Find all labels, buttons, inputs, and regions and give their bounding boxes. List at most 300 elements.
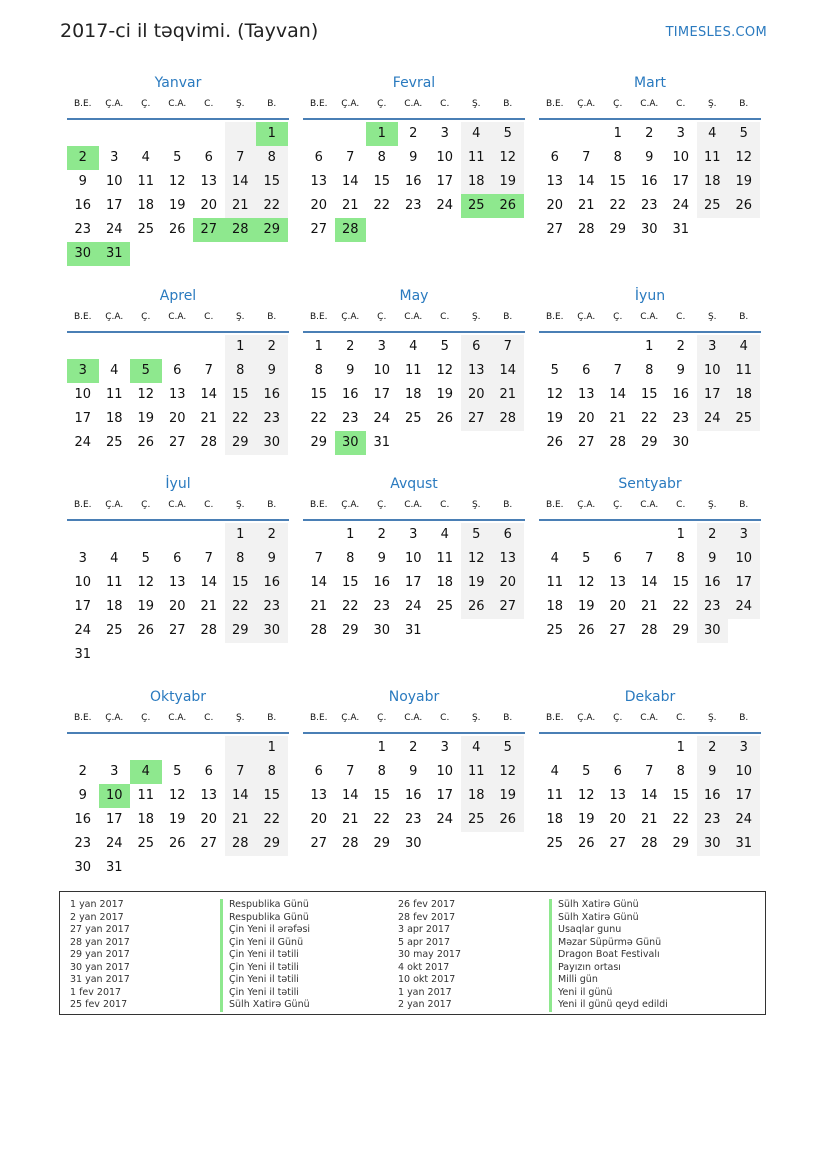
day-cell: 24 <box>373 411 391 426</box>
day-cell: 13 <box>461 359 493 383</box>
day-cell: 27 <box>492 595 524 619</box>
day-cell: 26 <box>492 808 524 832</box>
day-cell: 28 <box>640 836 658 851</box>
weekday-label: Ç.A. <box>105 713 124 723</box>
empty-cell <box>130 122 162 146</box>
day-cell: 27 <box>609 836 627 851</box>
day-cell: 20 <box>168 411 186 426</box>
day-cell: 9 <box>697 760 729 784</box>
day-cell: 20 <box>200 198 218 213</box>
weekday-label: B.E. <box>73 500 92 510</box>
day-cell: 5 <box>492 736 524 760</box>
day-cell: 19 <box>137 411 155 426</box>
empty-cell <box>99 335 131 359</box>
day-cell: 22 <box>256 194 288 218</box>
weekday-label: Ç. <box>141 713 151 723</box>
day-cell: 8 <box>676 764 685 779</box>
day-cell: 5 <box>173 764 182 779</box>
day-cell: 21 <box>341 812 359 827</box>
day-cell: 3 <box>728 523 760 547</box>
day-cell: 29 <box>225 431 257 455</box>
day-cell: 19 <box>728 170 760 194</box>
weekday-header <box>539 495 761 521</box>
brand-link[interactable]: TIMESLES.COM <box>665 25 767 40</box>
legend-holiday-name: Məzar Süpürmə Günü <box>549 937 661 950</box>
weekday-label: C. <box>440 99 450 109</box>
days-grid <box>539 523 761 643</box>
day-cell: 27 <box>577 435 595 450</box>
day-cell: 20 <box>577 411 595 426</box>
day-cell: 14 <box>200 575 218 590</box>
day-cell: 11 <box>137 174 155 189</box>
day-cell: 2 <box>346 339 355 354</box>
empty-cell <box>571 523 603 547</box>
empty-cell <box>634 523 666 547</box>
day-cell: 21 <box>225 808 257 832</box>
day-cell: 28 <box>609 435 627 450</box>
days-grid <box>303 523 525 643</box>
day-cell: 9 <box>409 764 418 779</box>
legend-date: 1 fev 2017 <box>70 986 122 998</box>
weekday-label: Ç. <box>613 99 623 109</box>
day-cell: 15 <box>225 571 257 595</box>
weekday-label: Ş. <box>235 99 245 109</box>
day-cell: 18 <box>137 812 155 827</box>
day-cell: 24 <box>436 198 454 213</box>
legend-holiday-name: Çin Yeni il ərəfəsi <box>220 924 310 937</box>
month-name: Sentyabr <box>618 476 682 492</box>
day-cell: 19 <box>168 198 186 213</box>
weekday-label: C. <box>440 500 450 510</box>
day-cell: 7 <box>492 335 524 359</box>
day-cell: 10 <box>74 575 92 590</box>
day-cell: 11 <box>461 146 493 170</box>
weekday-label: C.A. <box>168 500 187 510</box>
day-cell: 29 <box>341 623 359 638</box>
day-cell: 29 <box>609 222 627 237</box>
day-cell: 10 <box>105 174 123 189</box>
day-cell: 16 <box>373 575 391 590</box>
day-cell: 23 <box>341 411 359 426</box>
empty-cell <box>67 335 99 359</box>
empty-cell <box>162 736 194 760</box>
day-cell: 3 <box>440 126 449 141</box>
day-cell: 11 <box>697 146 729 170</box>
day-cell: 22 <box>310 411 328 426</box>
day-cell: 18 <box>436 575 454 590</box>
day-cell: 12 <box>137 575 155 590</box>
empty-cell <box>571 122 603 146</box>
day-cell: 12 <box>492 760 524 784</box>
days-grid <box>67 335 289 455</box>
legend-date: 5 apr 2017 <box>398 936 451 948</box>
weekday-header <box>67 708 289 734</box>
day-cell: 30 <box>640 222 658 237</box>
day-cell: 21 <box>492 383 524 407</box>
legend-holiday-name: Yeni il günü qeyd edildi <box>549 999 668 1012</box>
day-cell: 4 <box>461 736 493 760</box>
empty-cell <box>602 335 634 359</box>
day-cell: 9 <box>697 547 729 571</box>
weekday-label: Ç. <box>377 500 387 510</box>
day-cell: 3 <box>440 740 449 755</box>
legend-date: 31 yan 2017 <box>70 974 130 985</box>
day-cell: 4 <box>141 150 150 165</box>
day-cell: 11 <box>105 575 123 590</box>
days-grid <box>303 736 525 856</box>
month-name: May <box>399 288 429 304</box>
day-cell: 17 <box>436 174 454 189</box>
day-cell: 5 <box>582 764 591 779</box>
legend-holiday-name: Çin Yeni il tətili <box>220 974 299 987</box>
day-cell: 10 <box>728 760 760 784</box>
day-cell: 14 <box>577 174 595 189</box>
day-cell: 29 <box>256 832 288 856</box>
day-cell: 8 <box>377 150 386 165</box>
weekday-label: B.E. <box>545 500 564 510</box>
legend-holiday-name: Çin Yeni il Günü <box>220 937 303 950</box>
day-cell: 23 <box>404 812 422 827</box>
weekday-label: B. <box>503 713 513 723</box>
empty-cell <box>67 523 99 547</box>
day-cell: 15 <box>310 387 328 402</box>
empty-cell <box>193 335 225 359</box>
day-cell: 19 <box>436 387 454 402</box>
day-cell: 20 <box>461 383 493 407</box>
weekday-label: B. <box>739 312 749 322</box>
weekday-label: B. <box>739 500 749 510</box>
day-cell: 7 <box>225 760 257 784</box>
day-cell: 25 <box>137 836 155 851</box>
day-cell: 14 <box>492 359 524 383</box>
day-cell: 24 <box>404 599 422 614</box>
month-name: İyun <box>634 288 666 304</box>
day-cell: 18 <box>546 812 564 827</box>
holiday-day-cell: 4 <box>130 760 162 784</box>
day-cell: 8 <box>613 150 622 165</box>
day-cell: 13 <box>577 387 595 402</box>
month-noyabr <box>303 686 525 856</box>
day-cell: 26 <box>436 411 454 426</box>
day-cell: 25 <box>436 599 454 614</box>
day-cell: 16 <box>640 174 658 189</box>
weekday-label: B.E. <box>545 312 564 322</box>
day-cell: 7 <box>204 551 213 566</box>
day-cell: 21 <box>640 599 658 614</box>
day-cell: 4 <box>440 527 449 542</box>
month-name: Yanvar <box>154 75 202 91</box>
day-cell: 10 <box>436 150 454 165</box>
day-cell: 16 <box>697 571 729 595</box>
day-cell: 29 <box>373 836 391 851</box>
weekday-label: Ç.A. <box>577 99 596 109</box>
day-cell: 7 <box>204 363 213 378</box>
legend-date: 4 okt 2017 <box>398 961 450 973</box>
day-cell: 10 <box>373 363 391 378</box>
legend-holiday-name: Sülh Xatirə Günü <box>549 912 639 925</box>
day-cell: 17 <box>74 411 92 426</box>
legend-date: 28 yan 2017 <box>70 936 130 948</box>
holiday-day-cell: 31 <box>99 242 131 266</box>
day-cell: 4 <box>697 122 729 146</box>
weekday-label: B.E. <box>545 713 564 723</box>
day-cell: 28 <box>200 435 218 450</box>
weekday-label: Ç. <box>377 713 387 723</box>
day-cell: 12 <box>137 387 155 402</box>
weekday-label: C. <box>204 713 214 723</box>
day-cell: 2 <box>78 764 87 779</box>
days-grid <box>539 736 761 856</box>
days-grid <box>303 122 525 242</box>
empty-cell <box>335 122 367 146</box>
day-cell: 25 <box>728 407 760 431</box>
day-cell: 4 <box>409 339 418 354</box>
day-cell: 3 <box>110 150 119 165</box>
weekday-label: Ç.A. <box>577 312 596 322</box>
day-cell: 15 <box>256 784 288 808</box>
month-dekabr <box>539 686 761 856</box>
day-cell: 30 <box>373 623 391 638</box>
day-cell: 15 <box>672 575 690 590</box>
weekday-label: Ş. <box>471 99 481 109</box>
empty-cell <box>67 736 99 760</box>
day-cell: 8 <box>256 146 288 170</box>
day-cell: 20 <box>609 812 627 827</box>
day-cell: 10 <box>672 150 690 165</box>
day-cell: 25 <box>137 222 155 237</box>
weekday-label: B.E. <box>545 99 564 109</box>
empty-cell <box>99 523 131 547</box>
days-grid <box>67 736 289 880</box>
day-cell: 13 <box>168 575 186 590</box>
day-cell: 26 <box>728 194 760 218</box>
month-name: Noyabr <box>388 689 440 705</box>
day-cell: 3 <box>409 527 418 542</box>
day-cell: 6 <box>204 150 213 165</box>
day-cell: 30 <box>404 836 422 851</box>
day-cell: 4 <box>550 764 559 779</box>
day-cell: 1 <box>256 736 288 760</box>
month-name: Dekabr <box>624 689 676 705</box>
day-cell: 25 <box>404 411 422 426</box>
day-cell: 29 <box>310 435 328 450</box>
month-oktyabr <box>67 686 289 880</box>
day-cell: 2 <box>676 339 685 354</box>
day-cell: 18 <box>461 170 493 194</box>
legend-date: 1 yan 2017 <box>70 899 124 910</box>
day-cell: 7 <box>225 146 257 170</box>
weekday-label: Ç.A. <box>341 713 360 723</box>
day-cell: 8 <box>225 359 257 383</box>
weekday-label: Ş. <box>707 500 717 510</box>
weekday-label: C. <box>676 99 686 109</box>
weekday-label: Ç.A. <box>577 500 596 510</box>
empty-cell <box>99 736 131 760</box>
day-cell: 28 <box>310 623 328 638</box>
weekday-label: B. <box>503 500 513 510</box>
day-cell: 17 <box>105 812 123 827</box>
empty-cell <box>602 736 634 760</box>
day-cell: 18 <box>728 383 760 407</box>
day-cell: 27 <box>310 836 328 851</box>
weekday-label: Ç. <box>141 500 151 510</box>
weekday-header <box>539 708 761 734</box>
day-cell: 24 <box>105 222 123 237</box>
day-cell: 1 <box>676 527 685 542</box>
day-cell: 29 <box>672 623 690 638</box>
day-cell: 4 <box>110 363 119 378</box>
weekday-label: Ç. <box>141 99 151 109</box>
day-cell: 8 <box>377 764 386 779</box>
day-cell: 22 <box>672 812 690 827</box>
day-cell: 1 <box>225 523 257 547</box>
day-cell: 4 <box>110 551 119 566</box>
legend-holiday-name: Sülh Xatirə Günü <box>220 999 310 1012</box>
month-sentyabr <box>539 473 761 643</box>
day-cell: 6 <box>613 551 622 566</box>
empty-cell <box>571 736 603 760</box>
legend-date: 26 fev 2017 <box>398 899 456 910</box>
day-cell: 25 <box>697 194 729 218</box>
day-cell: 12 <box>168 174 186 189</box>
empty-cell <box>193 122 225 146</box>
empty-cell <box>539 335 571 359</box>
day-cell: 11 <box>105 387 123 402</box>
days-grid <box>539 335 761 455</box>
day-cell: 31 <box>728 832 760 856</box>
day-cell: 6 <box>582 363 591 378</box>
month-yanvar <box>67 72 289 266</box>
day-cell: 5 <box>173 150 182 165</box>
weekday-label: C.A. <box>168 713 187 723</box>
legend-date: 30 may 2017 <box>398 949 462 960</box>
day-cell: 6 <box>492 523 524 547</box>
day-cell: 26 <box>168 836 186 851</box>
legend-holiday-name: Çin Yeni il tətili <box>220 962 299 975</box>
day-cell: 20 <box>492 571 524 595</box>
weekday-label: Ş. <box>471 312 481 322</box>
day-cell: 23 <box>74 222 92 237</box>
weekday-label: Ş. <box>707 713 717 723</box>
day-cell: 27 <box>546 222 564 237</box>
day-cell: 31 <box>672 222 690 237</box>
weekday-header <box>303 495 525 521</box>
day-cell: 29 <box>672 836 690 851</box>
holiday-day-cell: 3 <box>67 359 99 383</box>
day-cell: 4 <box>550 551 559 566</box>
empty-cell <box>162 122 194 146</box>
day-cell: 8 <box>256 760 288 784</box>
holiday-day-cell: 5 <box>130 359 162 383</box>
day-cell: 6 <box>173 363 182 378</box>
holiday-day-cell: 26 <box>492 194 524 218</box>
weekday-label: Ç.A. <box>105 312 124 322</box>
weekday-label: B. <box>503 99 513 109</box>
weekday-label: Ş. <box>235 500 245 510</box>
day-cell: 10 <box>404 551 422 566</box>
month-fevral <box>303 72 525 242</box>
day-cell: 18 <box>105 599 123 614</box>
legend-date: 25 fev 2017 <box>70 999 128 1010</box>
holiday-day-cell: 1 <box>256 122 288 146</box>
day-cell: 27 <box>461 407 493 431</box>
month-mart <box>539 72 761 242</box>
day-cell: 14 <box>225 784 257 808</box>
month-i̇yul <box>67 473 289 667</box>
day-cell: 7 <box>582 150 591 165</box>
weekday-header <box>539 94 761 120</box>
day-cell: 5 <box>550 363 559 378</box>
day-cell: 19 <box>168 812 186 827</box>
day-cell: 24 <box>728 808 760 832</box>
day-cell: 30 <box>697 619 729 643</box>
day-cell: 11 <box>546 788 564 803</box>
day-cell: 22 <box>672 599 690 614</box>
weekday-label: B. <box>267 99 277 109</box>
day-cell: 18 <box>461 784 493 808</box>
day-cell: 15 <box>373 174 391 189</box>
day-cell: 5 <box>582 551 591 566</box>
empty-cell <box>193 523 225 547</box>
day-cell: 25 <box>105 623 123 638</box>
weekday-header <box>303 307 525 333</box>
day-cell: 2 <box>256 523 288 547</box>
day-cell: 12 <box>546 387 564 402</box>
legend-date: 10 okt 2017 <box>398 974 456 985</box>
days-grid <box>539 122 761 242</box>
weekday-label: B. <box>267 713 277 723</box>
weekday-label: Ç. <box>613 713 623 723</box>
day-cell: 5 <box>440 339 449 354</box>
legend-holiday-name: Çin Yeni il tətili <box>220 949 299 962</box>
legend-date: 28 fev 2017 <box>398 911 456 923</box>
day-cell: 2 <box>645 126 654 141</box>
day-cell: 5 <box>461 523 493 547</box>
day-cell: 13 <box>200 174 218 189</box>
weekday-label: C. <box>440 713 450 723</box>
day-cell: 6 <box>173 551 182 566</box>
day-cell: 12 <box>436 363 454 378</box>
holiday-day-cell: 30 <box>67 242 99 266</box>
holiday-day-cell: 27 <box>193 218 225 242</box>
holiday-day-cell: 28 <box>335 218 367 242</box>
day-cell: 2 <box>256 335 288 359</box>
day-cell: 4 <box>461 122 493 146</box>
day-cell: 23 <box>640 198 658 213</box>
day-cell: 10 <box>74 387 92 402</box>
weekday-label: B.E. <box>73 713 92 723</box>
days-grid <box>67 523 289 667</box>
day-cell: 30 <box>672 435 690 450</box>
weekday-label: C. <box>676 500 686 510</box>
day-cell: 22 <box>609 198 627 213</box>
day-cell: 14 <box>609 387 627 402</box>
day-cell: 20 <box>546 198 564 213</box>
weekday-label: B.E. <box>309 500 328 510</box>
day-cell: 14 <box>341 788 359 803</box>
weekday-header <box>67 495 289 521</box>
day-cell: 31 <box>373 435 391 450</box>
day-cell: 15 <box>609 174 627 189</box>
empty-cell <box>130 335 162 359</box>
empty-cell <box>67 122 99 146</box>
weekday-label: Ç. <box>377 312 387 322</box>
day-cell: 16 <box>672 387 690 402</box>
days-grid <box>67 122 289 266</box>
day-cell: 9 <box>676 363 685 378</box>
day-cell: 18 <box>105 411 123 426</box>
weekday-label: C. <box>204 99 214 109</box>
